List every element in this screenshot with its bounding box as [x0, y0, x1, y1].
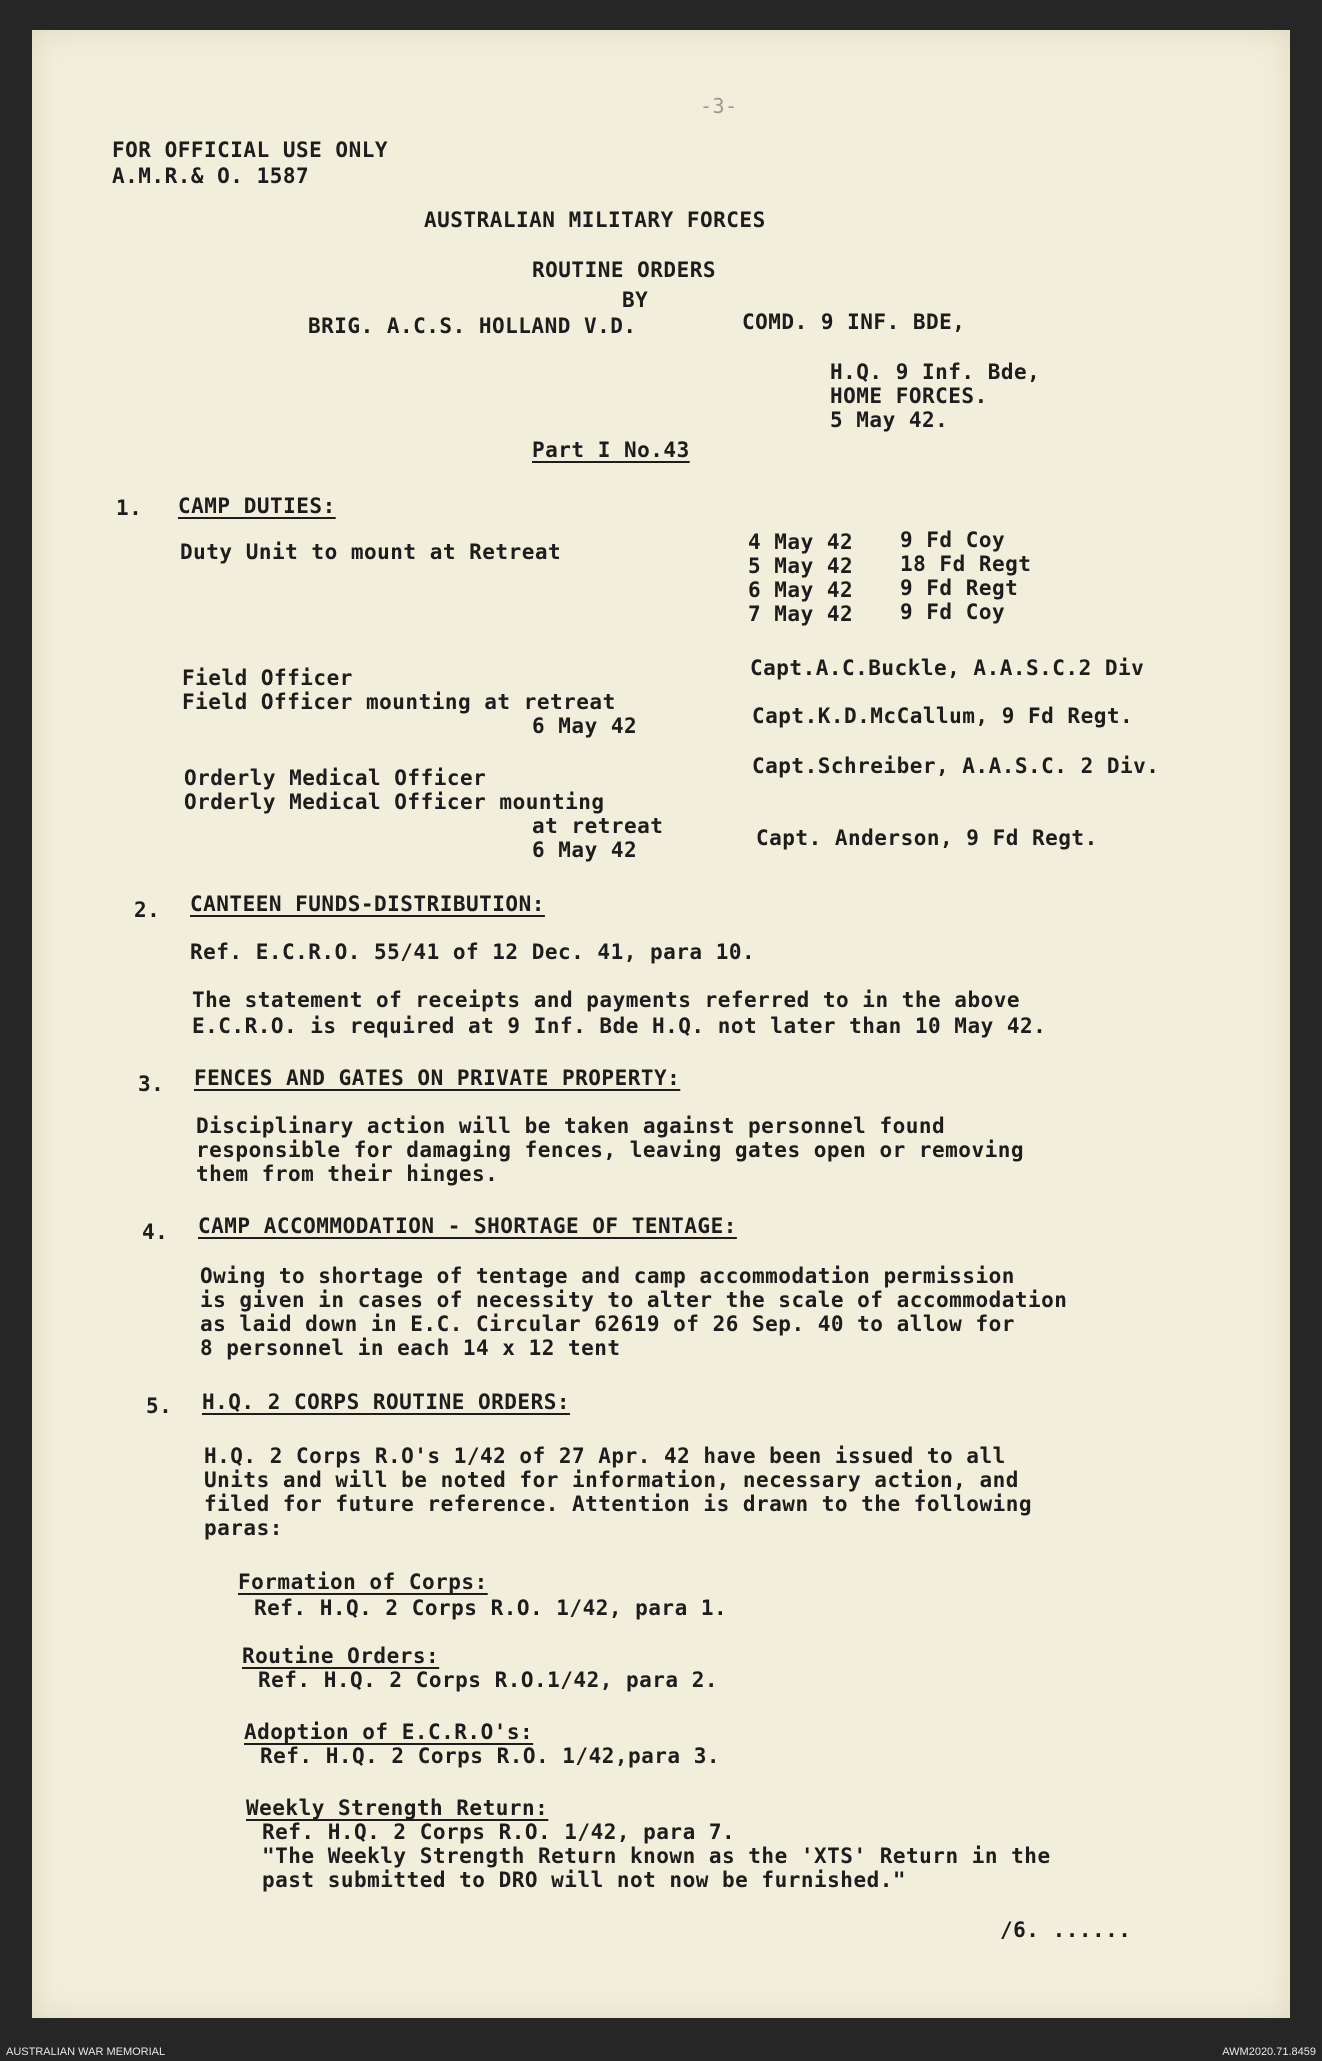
- duty-date-1: 4 May 42: [748, 530, 854, 554]
- section-1-number: 1.: [116, 496, 143, 520]
- issuer-name: BRIG. A.C.S. HOLLAND V.D.: [308, 314, 637, 338]
- continuation-marker: /6. ......: [1000, 1918, 1132, 1942]
- section-3-line-3: them from their hinges.: [196, 1162, 499, 1186]
- organization-title: AUSTRALIAN MILITARY FORCES: [424, 208, 766, 232]
- field-officer-label: Field Officer: [182, 666, 353, 690]
- section-3-line-1: Disciplinary action will be taken against personnel found: [196, 1114, 946, 1138]
- section-1-heading: CAMP DUTIES:: [178, 494, 336, 518]
- address-line-1: H.Q. 9 Inf. Bde,: [830, 360, 1041, 384]
- document-page: [32, 30, 1290, 2018]
- duty-unit-3: 9 Fd Regt: [900, 576, 1019, 600]
- section-2-reference: Ref. E.C.R.O. 55/41 of 12 Dec. 41, para 10.: [190, 940, 756, 964]
- duty-unit-label: Duty Unit to mount at Retreat: [180, 540, 562, 564]
- page-marker: -3-: [700, 94, 738, 118]
- section-4-line-4: 8 personnel in each 14 x 12 tent: [200, 1336, 621, 1360]
- section-5-line-4: paras:: [204, 1516, 283, 1540]
- sub-heading-formation: Formation of Corps:: [238, 1570, 488, 1594]
- medical-officer-value: Capt.Schreiber, A.A.S.C. 2 Div.: [752, 754, 1160, 778]
- duty-date-3: 6 May 42: [748, 578, 854, 602]
- sub-reference-weekly: Ref. H.Q. 2 Corps R.O. 1/42, para 7.: [262, 1820, 736, 1844]
- command-label: COMD. 9 INF. BDE,: [742, 310, 966, 334]
- footer-archive-label: AUSTRALIAN WAR MEMORIAL: [6, 2046, 166, 2058]
- field-officer-value: Capt.A.C.Buckle, A.A.S.C.2 Div: [750, 656, 1145, 680]
- restriction-label: FOR OFFICIAL USE ONLY: [112, 138, 389, 162]
- field-officer-mount-value: Capt.K.D.McCallum, 9 Fd Regt.: [752, 704, 1134, 728]
- section-5-line-1: H.Q. 2 Corps R.O's 1/42 of 27 Apr. 42 have been issued to all: [204, 1444, 1006, 1468]
- field-officer-mount-date: 6 May 42: [532, 714, 638, 738]
- section-4-line-1: Owing to shortage of tentage and camp accommodation permission: [200, 1264, 1015, 1288]
- medical-mount-date: 6 May 42: [532, 838, 638, 862]
- address-line-2: HOME FORCES.: [830, 384, 988, 408]
- footer-catalog-number: AWM2020.71.8459: [1222, 2046, 1316, 2058]
- medical-mount-label-2: at retreat: [532, 814, 664, 838]
- section-3-heading: FENCES AND GATES ON PRIVATE PROPERTY:: [194, 1066, 681, 1090]
- section-3-line-2: responsible for damaging fences, leaving gates open or removing: [196, 1138, 1025, 1162]
- sub-heading-routine: Routine Orders:: [242, 1644, 440, 1668]
- duty-unit-4: 9 Fd Coy: [900, 600, 1006, 624]
- section-5-line-3: filed for future reference. Attention is drawn to the following: [204, 1492, 1033, 1516]
- section-4-number: 4.: [142, 1220, 169, 1244]
- section-5-line-2: Units and will be noted for information, necessary action, and: [204, 1468, 1019, 1492]
- by-label: BY: [622, 288, 649, 312]
- weekly-quote-line-1: "The Weekly Strength Return known as the 'XTS' Return in the: [262, 1844, 1051, 1868]
- section-2-line-2: E.C.R.O. is required at 9 Inf. Bde H.Q. not later than 10 May 42.: [192, 1014, 1047, 1038]
- sub-heading-adoption: Adoption of E.C.R.O's:: [244, 1720, 534, 1744]
- sub-reference-routine: Ref. H.Q. 2 Corps R.O.1/42, para 2.: [258, 1668, 719, 1692]
- section-2-number: 2.: [134, 898, 161, 922]
- orders-title: ROUTINE ORDERS: [532, 258, 717, 282]
- order-date: 5 May 42.: [830, 408, 949, 432]
- duty-unit-2: 18 Fd Regt: [900, 552, 1032, 576]
- field-officer-mount-label: Field Officer mounting at retreat: [182, 690, 616, 714]
- section-4-line-3: as laid down in E.C. Circular 62619 of 26 Sep. 40 to allow for: [200, 1312, 1015, 1336]
- sub-reference-formation: Ref. H.Q. 2 Corps R.O. 1/42, para 1.: [254, 1596, 728, 1620]
- duty-unit-1: 9 Fd Coy: [900, 528, 1006, 552]
- section-5-number: 5.: [146, 1394, 173, 1418]
- section-4-line-2: is given in cases of necessity to alter the scale of accommodation: [200, 1288, 1068, 1312]
- medical-mount-label: Orderly Medical Officer mounting: [184, 790, 605, 814]
- sub-heading-weekly: Weekly Strength Return:: [246, 1796, 549, 1820]
- duty-date-2: 5 May 42: [748, 554, 854, 578]
- part-number: Part I No.43: [532, 438, 690, 462]
- section-2-line-1: The statement of receipts and payments referred to in the above: [192, 988, 1021, 1012]
- section-4-heading: CAMP ACCOMMODATION - SHORTAGE OF TENTAGE:: [198, 1214, 737, 1238]
- section-2-heading: CANTEEN FUNDS-DISTRIBUTION:: [190, 892, 545, 916]
- reference-number: A.M.R.& O. 1587: [112, 164, 310, 188]
- medical-officer-label: Orderly Medical Officer: [184, 766, 487, 790]
- section-3-number: 3.: [138, 1072, 165, 1096]
- duty-date-4: 7 May 42: [748, 602, 854, 626]
- section-5-heading: H.Q. 2 CORPS ROUTINE ORDERS:: [202, 1390, 571, 1414]
- sub-reference-adoption: Ref. H.Q. 2 Corps R.O. 1/42,para 3.: [260, 1744, 721, 1768]
- weekly-quote-line-2: past submitted to DRO will not now be furnished.": [262, 1868, 907, 1892]
- medical-mount-value: Capt. Anderson, 9 Fd Regt.: [756, 826, 1098, 850]
